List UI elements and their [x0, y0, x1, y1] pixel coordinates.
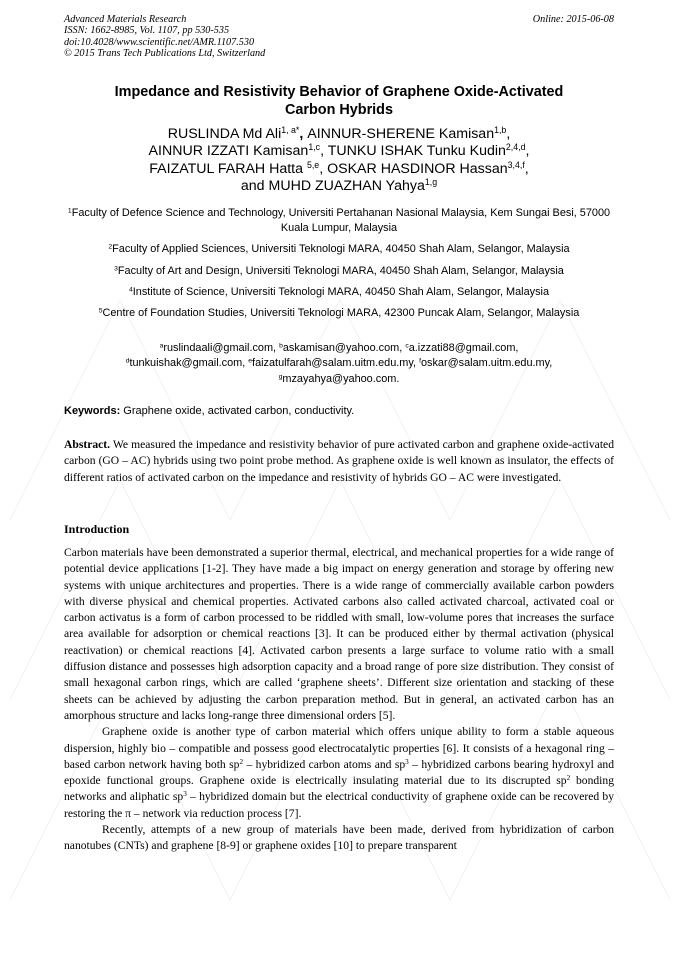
author-line — [64, 178, 614, 195]
affiliation-text: Faculty of Art and Design, Universiti Teknologi MARA, 40450 Shah Alam, Selangor, Malaysia — [117, 265, 564, 277]
affiliation — [64, 306, 614, 321]
author-sep: , — [319, 160, 328, 177]
affiliation-text: Centre of Foundation Studies, Universiti Teknologi MARA, 42300 Puncak Alam, Selangor, Malaysia — [102, 307, 580, 319]
paper-title — [64, 83, 614, 119]
author-name: RUSLINDA Md Ali — [167, 126, 282, 142]
email-sep: . — [396, 372, 400, 385]
copyright: © 2015 Trans Tech Publications Ltd, Switzerland — [64, 48, 266, 60]
email[interactable]: mzayahya@yahoo.com — [282, 372, 397, 385]
superscript: 3 — [183, 790, 187, 799]
introduction-body — [64, 545, 614, 855]
email[interactable]: oskar@salam.uitm.edu.my — [420, 357, 550, 370]
email-line — [64, 372, 614, 387]
affiliation-num: 4 — [128, 286, 133, 294]
email[interactable]: a.izzati88@gmail.com — [408, 342, 516, 354]
email[interactable]: askamisan@yahoo.com — [282, 342, 400, 354]
keywords-label: Keywords: — [64, 405, 121, 417]
email[interactable]: ruslindaali@gmail.com — [163, 342, 274, 354]
email-line — [64, 356, 614, 371]
author-line — [64, 143, 614, 160]
superscript: 3 — [405, 757, 409, 766]
affiliation-text: Faculty of Defence Science and Technology, Universiti Pertahanan Nasional Malaysia, Kem Sungai Besi, 57000 Kuala Lumpur, Malaysia — [71, 207, 611, 235]
email-sep: , — [273, 342, 280, 354]
keywords-text: Graphene oxide, activated carbon, conductivity. — [120, 405, 355, 417]
author-sep: , — [524, 160, 529, 177]
author-sep: , — [299, 126, 308, 142]
affiliation — [64, 264, 614, 279]
abstract — [64, 437, 614, 486]
author-sup: 1,b — [494, 125, 507, 136]
email-sup: a — [159, 342, 164, 350]
email-sup: d — [125, 357, 130, 365]
affiliation — [64, 285, 614, 300]
title-line-2: Carbon Hybrids — [285, 102, 393, 118]
email-sup: f — [419, 357, 421, 365]
abstract-label: Abstract. — [64, 438, 111, 451]
affiliation — [64, 242, 614, 257]
email[interactable]: tunkuishak@gmail.com — [129, 357, 243, 370]
author-sup: 2,4,d — [505, 142, 526, 153]
author-name: FAIZATUL FARAH Hatta — [149, 160, 307, 177]
affiliation-text: Faculty of Applied Sciences, Universiti Teknologi MARA, 40450 Shah Alam, Selangor, Malaysia — [112, 243, 570, 255]
author-name: AINNUR-SHERENE Kamisan — [307, 126, 495, 142]
paragraph: Recently, attempts of a new group of materials have been made, derived from hybridization of carbon nanotubes (CNTs) and graphene [8-9] or graphene oxides [10] to prepare transparent — [64, 823, 614, 853]
affiliation-num: 1 — [67, 207, 72, 215]
superscript: 2 — [239, 757, 244, 766]
author-name: OSKAR HASDINOR Hassan — [327, 160, 508, 177]
journal-header — [64, 14, 265, 60]
title-line-1: Impedance and Resistivity Behavior of Graphene Oxide-Activated — [114, 84, 564, 100]
email-sep: , — [515, 342, 519, 354]
text-run: – hybridized carbons bearing hydroxyl and epoxide functional groups. Graphene oxide is electrically insulating material due to its discrupted sp — [64, 757, 614, 788]
email[interactable]: faizatulfarah@salam.uitm.edu.my — [252, 357, 414, 370]
email-sup: b — [279, 342, 283, 350]
author-line — [64, 126, 614, 143]
email-sep: , — [242, 357, 249, 370]
author-name: AINNUR IZZATI Kamisan — [148, 143, 309, 160]
author-line — [64, 161, 614, 178]
abstract-text: We measured the impedance and resistivity behavior of pure activated carbon and graphene oxide-activated carbon (GO – AC) hybrids using two point probe method. As graphene oxide is well known as insulator, the effects of different ratios of activated carbon on the impedance and resistivity of hybrids GO – AC were investigated. — [64, 438, 614, 484]
affiliation-num: 2 — [108, 243, 113, 251]
email-sep: , — [399, 342, 406, 354]
email-sep: , — [413, 357, 420, 370]
email-sup: g — [278, 372, 283, 380]
affiliation — [64, 206, 614, 237]
affiliation-text: Institute of Science, Universiti Teknologi MARA, 40450 Shah Alam, Selangor, Malaysia — [132, 286, 550, 298]
author-sep: , — [506, 126, 511, 142]
doi: doi:10.4028/www.scientific.net/AMR.1107.530 — [64, 36, 255, 48]
email-line — [64, 341, 614, 356]
author-sup: 1,c — [308, 142, 321, 153]
keywords — [64, 405, 614, 417]
paragraph — [64, 724, 614, 822]
online-date: Online: 2015-06-08 — [532, 14, 614, 25]
author-name: and MUHD ZUAZHAN Yahya — [240, 178, 425, 195]
author-sup: 5,e — [306, 159, 320, 170]
text-run: – hybridized domain but the electrical conductivity of graphene oxide can be recovered by restoring the π – network via reduction process [7]. — [64, 790, 614, 820]
author-sup: 1,g — [424, 177, 438, 188]
issn: ISSN: 1662-8985, Vol. 1107, pp 530-535 — [64, 25, 230, 37]
text-run: bonding networks and aliphatic sp — [64, 774, 614, 804]
affiliation-num: 5 — [98, 307, 103, 315]
email-sep: , — [549, 357, 553, 370]
author-sep: , — [525, 143, 530, 160]
author-list — [64, 126, 614, 196]
author-name: TUNKU ISHAK Tunku Kudin — [327, 143, 506, 160]
section-heading-introduction: Introduction — [64, 522, 130, 536]
text-run: – hybridized carbon atoms and sp — [243, 757, 406, 771]
superscript: 2 — [566, 774, 571, 783]
author-sep: , — [320, 143, 328, 160]
author-sup: 1, a* — [281, 125, 300, 136]
author-sup: 3,4,f — [507, 159, 525, 170]
affiliation-num: 3 — [114, 265, 118, 273]
email-sup: e — [248, 357, 253, 365]
journal-name: Advanced Materials Research — [64, 14, 187, 25]
paragraph: Carbon materials have been demonstrated a superior thermal, electrical, and mechanical properties for a wide range of potential device applications [1-2]. They have made a big impact on energy generation and storage by offering new systems with unique architectures and properties. There is a wide range of commercially available carbon powders with diverse physical and chemical properties. Activated carbons also called activated charcoal, activated coal or carbon activatus is a form of carbon processed to be riddled with small, low-volume pores that increases the surface area available for adsorption or chemical reactions [3]. It can be produced either by thermal activation (physical reactivation) or chemical reactions [4]. Activated carbon presents a large surface to volume ratio with a small diffusion distance and possesses high adsorption capacity and a broad range of pore size distribution. They consist of small hexagonal carbon rings, which are called ‘graphene sheets’. Different size orientation and stacking of these sheets can be achieved by adjusting the carbon preparation method. But in general, an activated carbon has an amorphous structure and lacks long-range three dimensional orders [5]. — [64, 546, 614, 722]
text-run: Graphene oxide is another type of carbon material which offers unique ability to form a stable aqueous dispersion, highly bio – compatible and possess good electrocatalytic properties [6]. It consists of a hexagonal ring – based carbon network having both sp — [64, 725, 614, 771]
email-sup: c — [405, 342, 409, 350]
email-list — [64, 341, 614, 387]
